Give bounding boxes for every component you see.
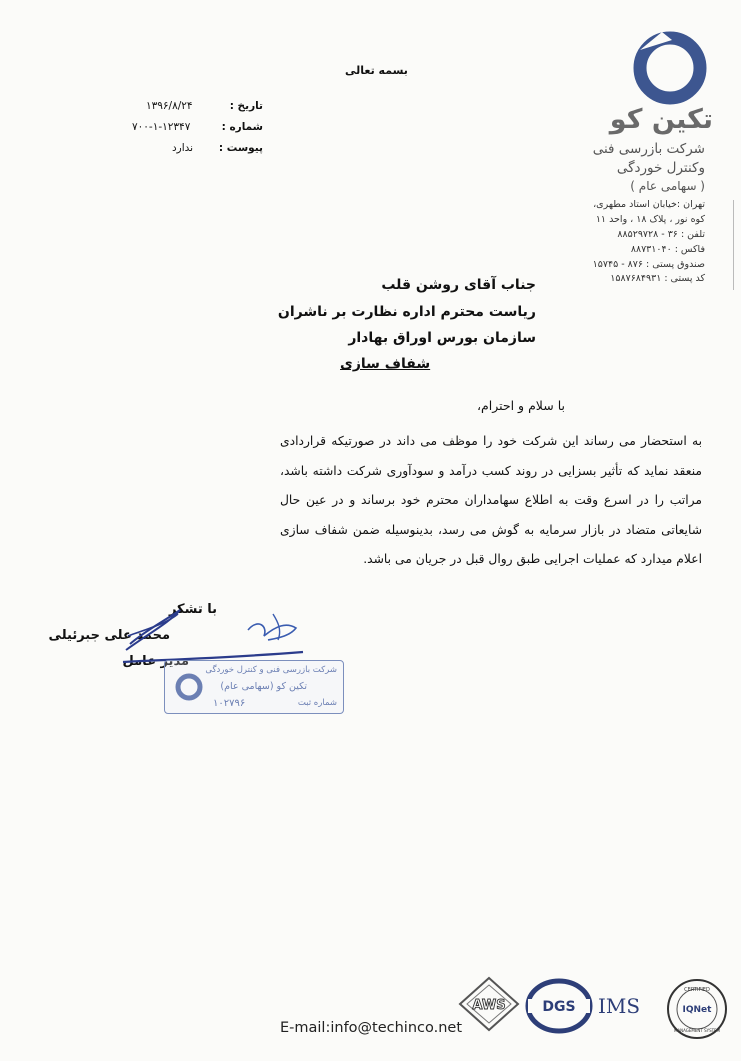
- edge-divider: [733, 200, 734, 290]
- techinco-logo-icon: [632, 30, 708, 106]
- closing: با تشکر: [168, 602, 217, 617]
- footer-email: E-mail:info@techinco.net: [280, 1020, 463, 1036]
- stamp-company-line: شرکت بازرسی فنی و کنترل خوردگی: [205, 665, 337, 675]
- attachment-label: پیوست :: [218, 142, 263, 154]
- letter-body: به استحضار می رساند این شرکت خود را موظف می داند در صورتیکه قراردادی منعقد نماید که تأثیر بسزایی در روند کسب درآمد و سودآوری شرکت داشته باشد، مراتب را در اسرع وقت به اطلاع سهامداران محترم خود برساند و در عین حال شایعاتی متضاد در بازار سرمایه به گوش می رسد، بدینوسیله ضمن شفاف سازی اعلام میدارد که عملیات اجرایی طبق روال قبل در جریان می باشد.: [280, 434, 702, 566]
- svg-text:CERTIFIED: CERTIFIED: [684, 987, 710, 993]
- basmala: بسمه تعالی: [345, 64, 408, 77]
- number-label: شماره :: [221, 121, 263, 133]
- stamp-company-name: تکین کو (سهامی عام): [220, 681, 307, 692]
- dgs-badge-icon: [524, 978, 594, 1034]
- svg-text:MANAGEMENT SYSTEM: MANAGEMENT SYSTEM: [673, 1028, 721, 1033]
- company-subtitle-3: ( سهامی عام ): [630, 179, 705, 193]
- signatory-title: مدیر عامل: [122, 654, 189, 669]
- recipient-position: ریاست محترم اداره نظارت بر ناشران: [277, 304, 536, 320]
- recipient-organization: سازمان بورس اوراق بهادار: [348, 330, 536, 346]
- postal-code-line: کد پستی : ۱۵۸۷۶۸۴۹۳۱: [610, 273, 705, 284]
- date-value: ۱۳۹۶/۸/۲۴: [146, 100, 193, 112]
- ims-badge: IMS: [598, 994, 641, 1018]
- date-label: تاریخ :: [229, 100, 263, 112]
- iqnet-certified-badge-icon: [666, 978, 728, 1040]
- salutation: با سلام و احترام،: [476, 398, 565, 413]
- svg-text:IQNet: IQNet: [682, 1005, 712, 1015]
- recipient-name: جناب آقای روشن قلب: [381, 277, 536, 293]
- number-value: ۷۰۰-۱-۱۲۳۴۷: [132, 121, 191, 133]
- stamp-reg-number: ۱۰۲۷۹۶: [213, 698, 246, 709]
- aws-badge-icon: [458, 976, 520, 1032]
- company-subtitle-2: وکنترل خوردگی: [616, 160, 705, 176]
- company-name: تکین کو: [609, 104, 713, 135]
- company-stamp: [164, 660, 344, 714]
- address-line-2: کوه نور ، پلاک ۱۸ ، واحد ۱۱: [595, 214, 705, 225]
- stamp-reg-label: شماره ثبت: [297, 698, 337, 708]
- stamp-logo-icon: [173, 671, 205, 703]
- attachment-value: ندارد: [172, 142, 194, 154]
- signatory-name: محمد علی جبرئیلی: [48, 628, 170, 643]
- fax-line: فاکس : ۸۸۷۳۱۰۴۰: [630, 244, 705, 255]
- po-box-line: صندوق پستی : ۸۷۶ - ۱۵۷۴۵: [592, 259, 705, 270]
- aws-badge-text: AWS: [472, 998, 506, 1013]
- phone-line: تلفن : ۳۶ - ۸۸۵۲۹۷۲۸: [617, 229, 705, 240]
- address-line-1: تهران :خیابان استاد مطهری،: [593, 199, 705, 210]
- company-subtitle-1: شرکت بازرسی فنی: [592, 141, 705, 157]
- dgs-badge-text: DGS: [542, 999, 576, 1015]
- letter-subject: شفاف سازی: [340, 356, 431, 372]
